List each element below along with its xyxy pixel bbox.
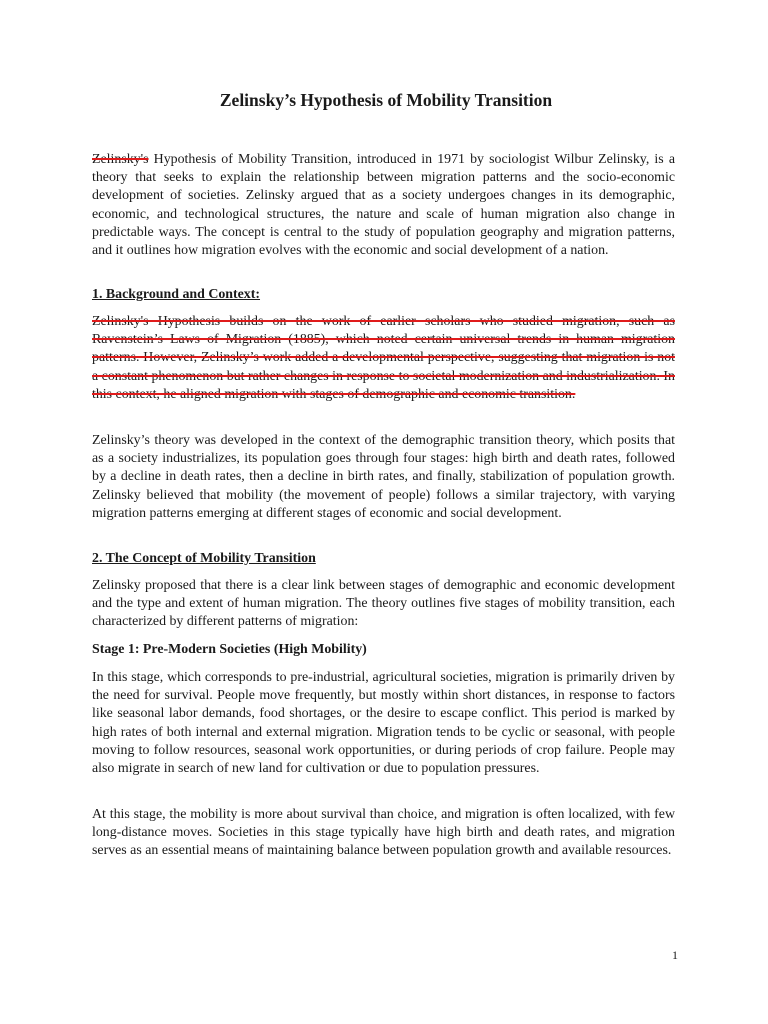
section1-paragraph-text: Zelinsky’s theory was developed in the context of the demographic transition theory, which posits that as a society industrializes, its population goes through four stages: high birth and death rates, followed by a decline in death rates, then a decline in birth rates, and finally, stabilization of population growth. Zelinsky believed that mobility (the movement of people) follows a similar trajectory, with varying migration patterns emerging at different stages of economic and social development.: [92, 433, 675, 521]
section1-heading: 1. Background and Context:: [92, 287, 261, 302]
section2-paragraph-text: Zelinsky proposed that there is a clear link between stages of demographic and economic development and the type and extent of human migration. The theory outlines five stages of mobility transition, each characterized by different patterns of migration:: [92, 578, 675, 630]
section1-struck-paragraph: [92, 313, 675, 404]
section2-heading: 2. The Concept of Mobility Transition: [92, 551, 316, 566]
stage1-heading: Stage 1: Pre-Modern Societies (High Mobility): [92, 642, 367, 657]
page-number: 1: [672, 948, 678, 962]
stage1-paragraph-1-text: In this stage, which corresponds to pre-industrial, agricultural societies, migration is primarily driven by the need for survival. People move frequently, but mostly within short distances, in response to factors like seasonal labor demands, food shortages, or the desire to escape conflict. This period is marked by high rates of both internal and external migration. Migration tends to be cyclic or seasonal, with people moving to follow resources, seasonal work opportunities, or during periods of crop failure. People may also migrate in search of new land for cultivation or due to population pressures.: [92, 670, 675, 777]
page-title: Zelinsky’s Hypothesis of Mobility Transition: [219, 90, 553, 110]
section2-paragraph: [92, 577, 675, 632]
intro-text: Hypothesis of Mobility Transition, introduced in 1971 by sociologist Wilbur Zelinsky, is a theory that seeks to explain the relationship between migration patterns and the socio-economic development of societies. Zelinsky argued that as a society undergoes changes in its demographic, economic, and technological structures, the nature and scale of human migration also change in predictable ways. The concept is central to the study of population geography and migration patterns, and it outlines how migration evolves with the economic and social development of a nation.: [92, 152, 675, 259]
section1-paragraph: [92, 432, 675, 523]
struck-paragraph-text: Zelinsky's Hypothesis builds on the work of earlier scholars who studied migration, such as Ravenstein’s Laws of Migration (1885), which noted certain universal trends in human migration patterns. However, Zelinsky’s work added a developmental perspective, suggesting that migration is not a constant phenomenon but rather changes in response to societal modernization and industrialization. In this context, he aligned migration with stages of demographic and economic transition.: [92, 314, 675, 402]
stage1-paragraph-2: [92, 806, 675, 861]
stage1-paragraph-2-text: At this stage, the mobility is more about survival than choice, and migration is often localized, with few long-distance moves. Societies in this stage typically have high birth and death rates, and migration serves as an essential means of maintaining balance between population growth and available resources.: [92, 807, 675, 859]
stage1-paragraph-1: [92, 669, 675, 778]
intro-paragraph: [92, 151, 675, 260]
struck-word: Zelinsky's: [92, 152, 149, 167]
